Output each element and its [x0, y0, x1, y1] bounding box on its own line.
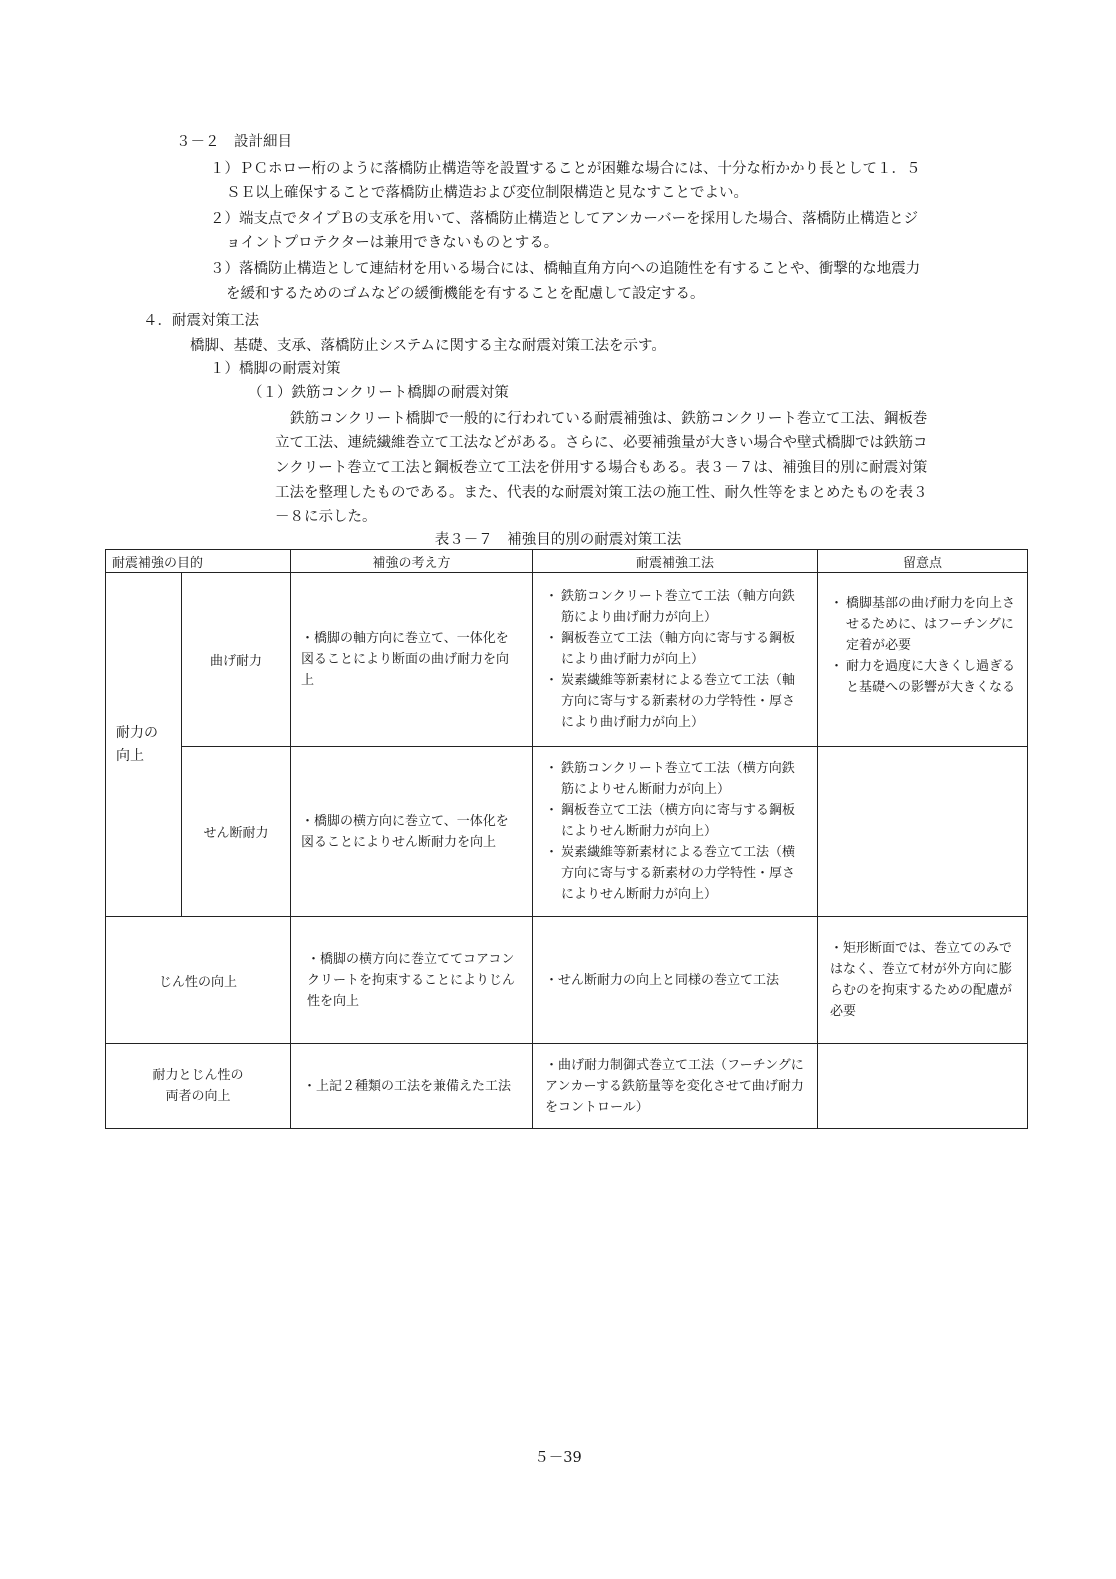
table-caption: 表３－７ 補強目的別の耐震対策工法: [434, 532, 682, 548]
page-number: ５－39: [534, 1450, 582, 1466]
body-line-4: 工法を整理したものである。また、代表的な耐震対策工法の施工性、耐久性等をまとめたものを表３: [275, 485, 928, 501]
section-heading-3-2: ３－２ 設計細目: [176, 134, 292, 150]
item-2-line-1: ２）端支点でタイプＢの支承を用いて、落橋防止構造としてアンカーバーを採用した場合、落橋防止構造とジ: [210, 211, 919, 227]
row-shear-notes: [818, 747, 1028, 917]
list-item: ・ 鋼板巻立て工法（横方向に寄与する鋼板によりせん断耐力が向上）: [547, 800, 807, 842]
header-notes: 留意点: [818, 550, 1028, 573]
list-item: ・ 鋼板巻立て工法（軸方向に寄与する鋼板により曲げ耐力が向上）: [547, 628, 807, 670]
list-item: ・ 炭素繊維等新素材による巻立て工法（軸方向に寄与する新素材の力学特性・厚さにより曲げ耐力が向上）: [547, 670, 807, 733]
body-line-3: ンクリート巻立て工法と鋼板巻立て工法を併用する場合もある。表３－７は、補強目的別に耐震対策: [275, 460, 928, 476]
row-both-methods: ・曲げ耐力制御式巻立て工法（フーチングにアンカーする鉄筋量等を変化させて曲げ耐力をコントロール）: [545, 1057, 804, 1115]
list-item: ・ 鉄筋コンクリート巻立て工法（横方向鉄筋によりせん断耐力が向上）: [547, 758, 807, 800]
subsection-pier: １）橋脚の耐震対策: [210, 361, 341, 377]
section-4-intro: 橋脚、基礎、支承、落橋防止システムに関する主な耐震対策工法を示す。: [190, 338, 666, 354]
table-row: [106, 1044, 1028, 1129]
table-row: [106, 573, 1028, 747]
list-item: ・ 炭素繊維等新素材による巻立て工法（横方向に寄与する新素材の力学特性・厚さによりせん断耐力が向上）: [547, 842, 807, 905]
body-line-2: 立て工法、連続繊維巻立て工法などがある。さらに、必要補強量が大きい場合や壁式橋脚では鉄筋コ: [275, 435, 928, 451]
table-header-row: [106, 550, 1028, 573]
row-both-label-cell: [106, 1044, 291, 1129]
row-shear-methods: [533, 752, 817, 911]
row-ductility-methods: ・せん断耐力の向上と同様の巻立て工法: [545, 972, 780, 988]
body-line-1: 鉄筋コンクリート橋脚で一般的に行われている耐震補強は、鉄筋コンクリート巻立て工法、鋼板巻: [290, 411, 928, 427]
list-item: ・ 鉄筋コンクリート巻立て工法（軸方向鉄筋により曲げ耐力が向上）: [547, 586, 807, 628]
item-1-line-1: １）ＰＣホロー桁のように落橋防止構造等を設置することが困難な場合には、十分な桁かかり長として１．５: [210, 161, 921, 177]
item-2-line-2: ョイントプロテクターは兼用できないものとする。: [226, 235, 559, 251]
list-item: ・ 橋脚基部の曲げ耐力を向上させるために、はフーチングに定着が必要: [832, 593, 1015, 656]
list-item: ・ 耐力を過度に大きくし過ぎると基礎への影響が大きくなる: [832, 656, 1015, 698]
row-ductility-notes: ・矩形断面では、巻立てのみではなく、巻立て材が外方向に膨らむのを拘束するための配慮が必要: [830, 941, 1013, 1019]
row-both-concept: ・上記２種類の工法を兼備えた工法: [303, 1078, 512, 1094]
item-3-line-1: ３）落橋防止構造として連結材を用いる場合には、橋軸直角方向への追随性を有することや、衝撃的な地震力: [210, 261, 921, 277]
section-heading-4: ４．耐震対策工法: [143, 313, 259, 329]
row-both-label: 耐力とじん性の両者の向上: [152, 1068, 244, 1104]
row-both-notes: [818, 1044, 1028, 1129]
row-shear-label: せん断耐力: [182, 747, 291, 917]
group-strength: [106, 573, 182, 917]
row-bending-notes: [818, 573, 1027, 704]
header-concept: 補強の考え方: [291, 550, 533, 573]
subsection-rc-pier: （１）鉄筋コンクリート橋脚の耐震対策: [248, 385, 509, 401]
table-row: [106, 747, 1028, 917]
body-line-5: －８に示した。: [275, 509, 377, 525]
table-row: [106, 917, 1028, 1044]
retrofit-methods-table: [105, 549, 1028, 1129]
row-bending-label: 曲げ耐力: [182, 573, 291, 747]
row-shear-concept: ・橋脚の横方向に巻立て、一体化を図ることによりせん断耐力を向上: [301, 813, 509, 850]
group-strength-label: 耐力の向上: [116, 724, 158, 764]
row-ductility-concept: ・橋脚の横方向に巻立ててコアコンクリートを拘束することによりじん性を向上: [307, 951, 516, 1009]
row-bending-concept: ・橋脚の軸方向に巻立て、一体化を図ることにより断面の曲げ耐力を向上: [301, 631, 510, 688]
row-ductility-label: じん性の向上: [106, 917, 291, 1044]
header-purpose: 耐震補強の目的: [106, 550, 291, 573]
row-bending-methods: [533, 580, 817, 739]
item-1-line-2: ＳＥ以上確保することで落橋防止構造および変位制限構造と見なすことでよい。: [226, 185, 748, 201]
header-method: 耐震補強工法: [533, 550, 818, 573]
item-3-line-2: を緩和するためのゴムなどの緩衝機能を有することを配慮して設定する。: [226, 286, 705, 302]
